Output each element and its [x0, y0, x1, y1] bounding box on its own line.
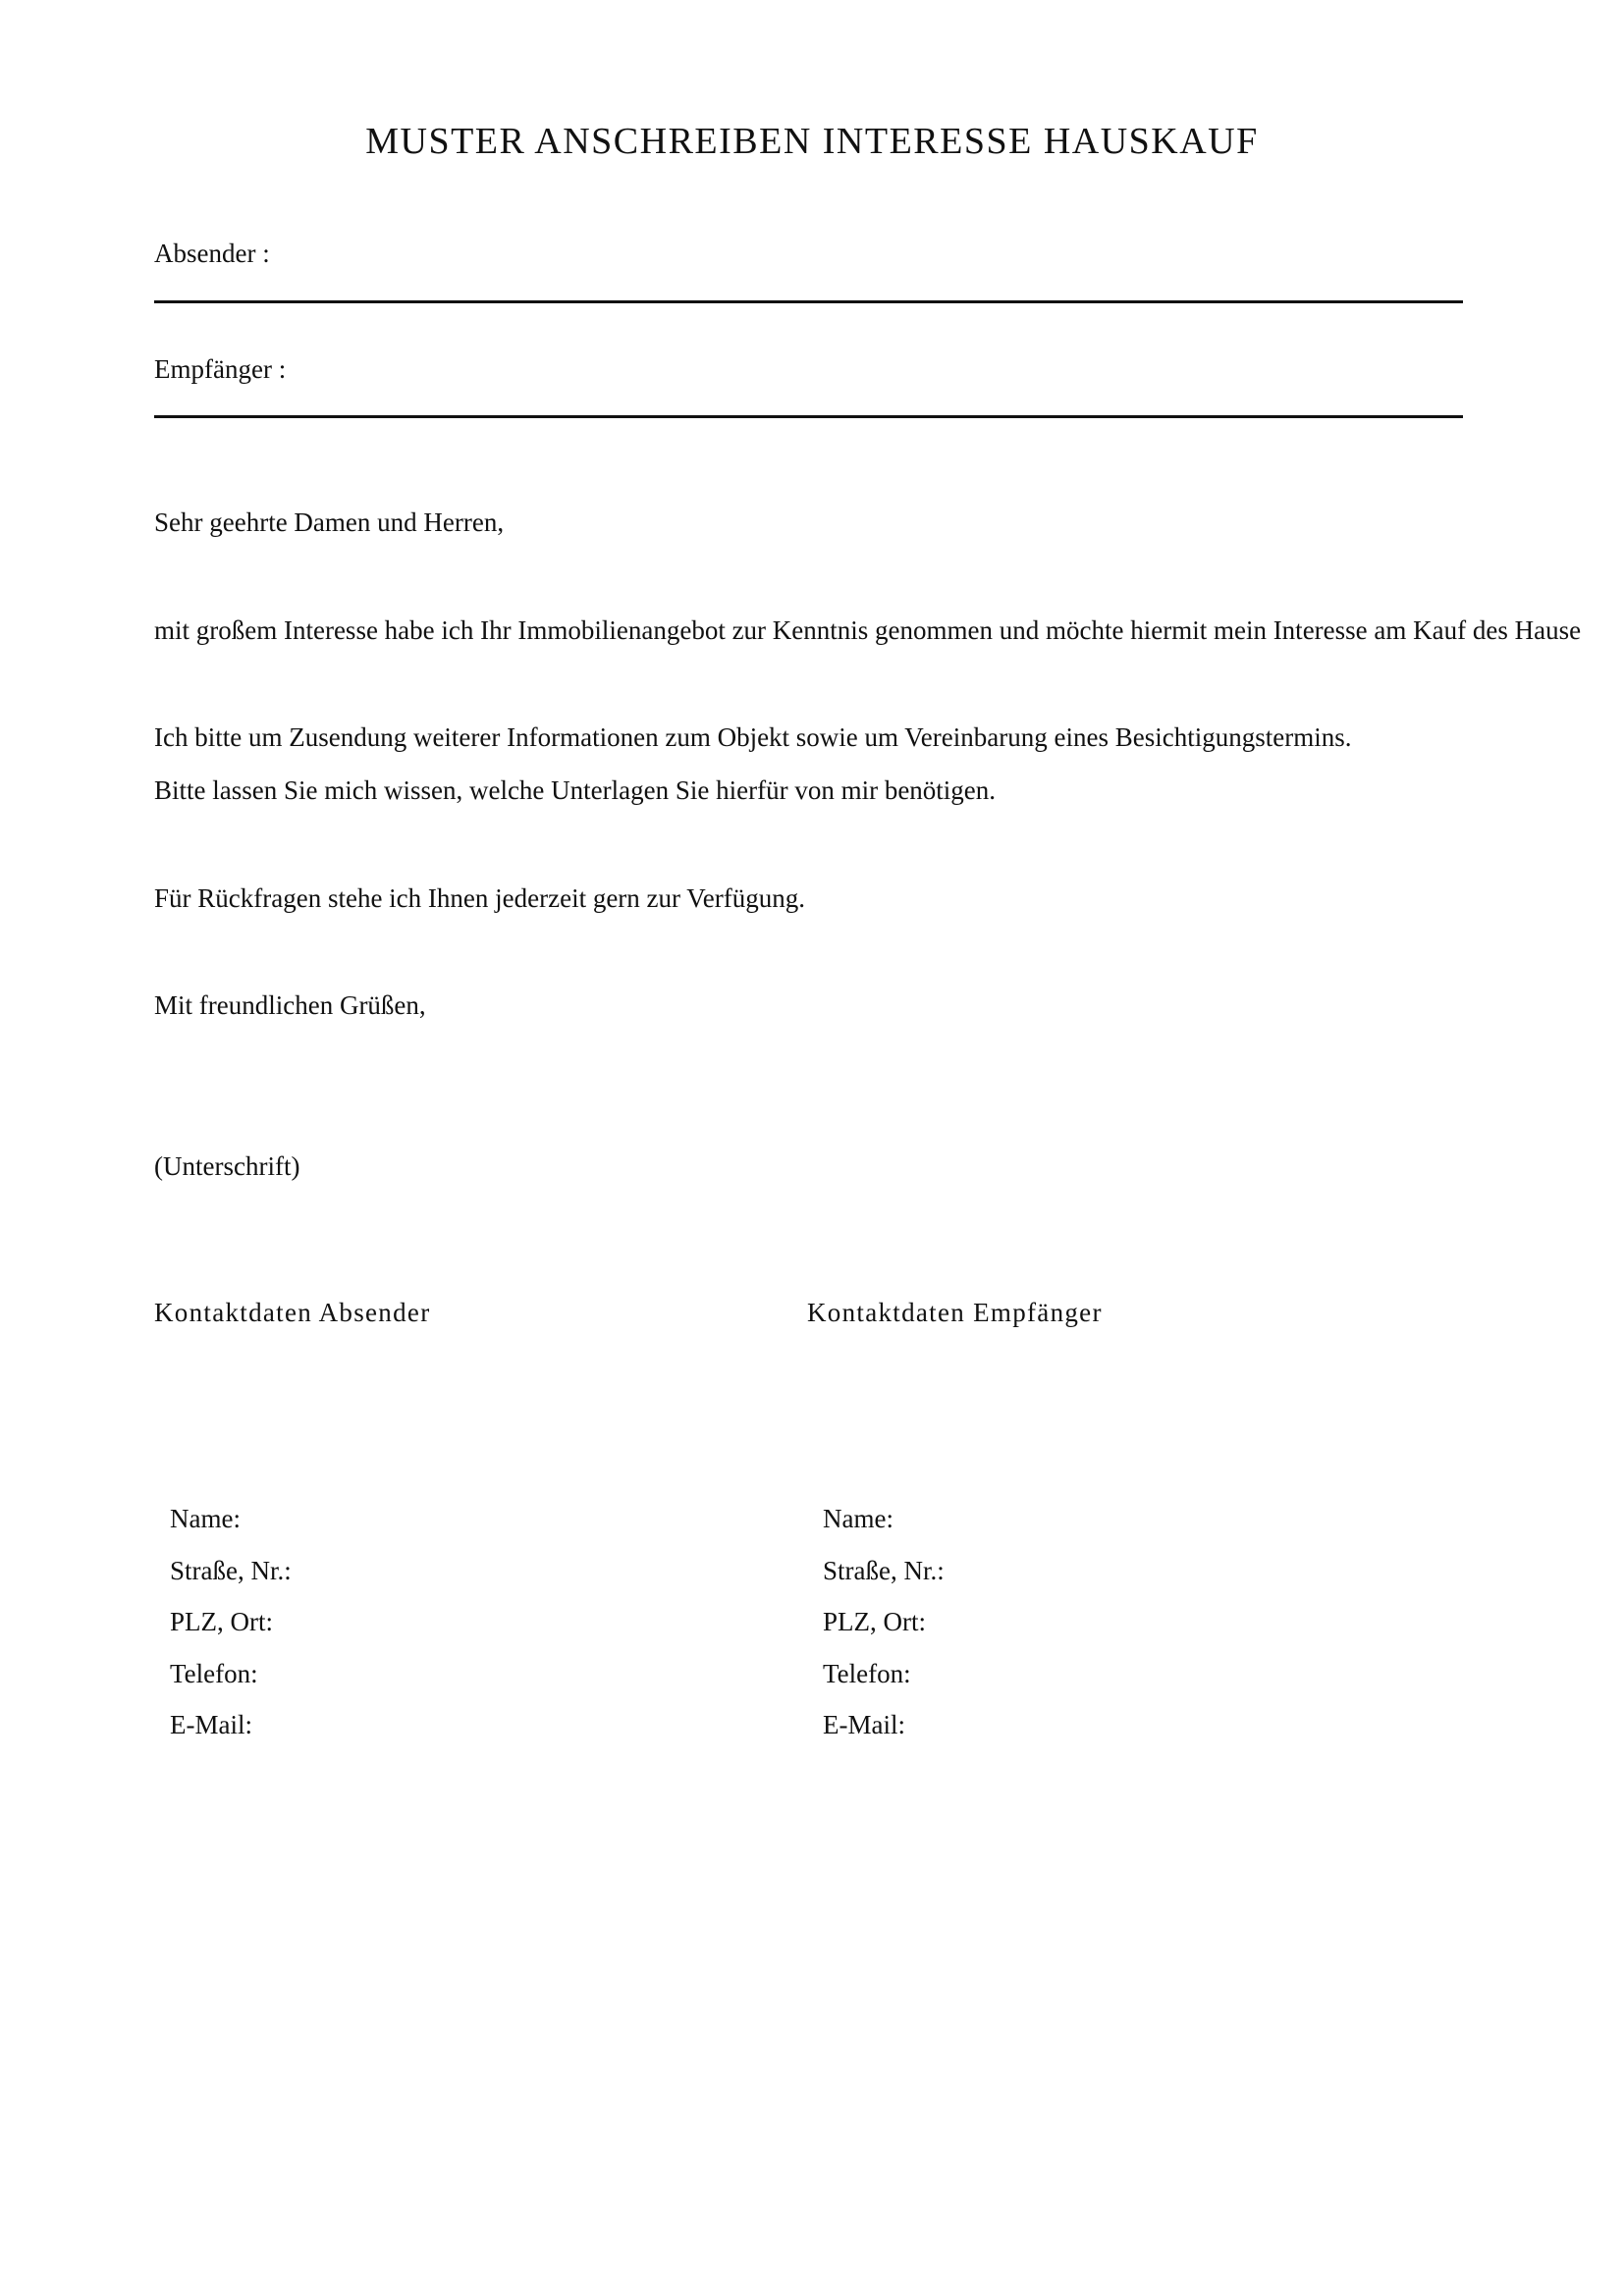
sender-contact-heading: Kontaktdaten Absender	[154, 1298, 431, 1327]
sender-email-field: E-Mail:	[170, 1710, 252, 1739]
paragraph-request-line-1: Ich bitte um Zusendung weiterer Informationen zum Objekt sowie um Vereinbarung eines Besichtigungstermins.	[154, 722, 1352, 752]
recipient-name-field: Name:	[823, 1504, 893, 1533]
sender-name-field: Name:	[170, 1504, 241, 1533]
sender-street-field: Straße, Nr.:	[170, 1555, 292, 1585]
signature-placeholder: (Unterschrift)	[154, 1151, 300, 1181]
recipient-label: Empfänger :	[154, 354, 287, 384]
recipient-city-field: PLZ, Ort:	[823, 1607, 926, 1636]
sender-contact-fields	[170, 1502, 292, 1760]
paragraph-request-line-2: Bitte lassen Sie mich wissen, welche Unterlagen Sie hierfür von mir benötigen.	[154, 775, 997, 805]
closing: Mit freundlichen Grüßen,	[154, 990, 426, 1020]
sender-label: Absender :	[154, 239, 270, 268]
recipient-contact-heading: Kontaktdaten Empfänger	[807, 1298, 1103, 1327]
salutation: Sehr geehrte Damen und Herren,	[154, 507, 505, 537]
recipient-line[interactable]	[154, 415, 1463, 418]
recipient-street-field: Straße, Nr.:	[823, 1555, 945, 1585]
sender-city-field: PLZ, Ort:	[170, 1607, 273, 1636]
sender-phone-field: Telefon:	[170, 1658, 258, 1688]
recipient-phone-field: Telefon:	[823, 1658, 911, 1688]
document-title: MUSTER ANSCHREIBEN INTERESSE HAUSKAUF	[365, 121, 1259, 162]
recipient-email-field: E-Mail:	[823, 1710, 905, 1739]
recipient-contact-fields	[823, 1502, 945, 1760]
paragraph-interest: mit großem Interesse habe ich Ihr Immobilienangebot zur Kenntnis genommen und möchte hiermit mein Interesse am Kauf des Hause	[154, 615, 1582, 645]
paragraph-availability: Für Rückfragen stehe ich Ihnen jederzeit gern zur Verfügung.	[154, 883, 806, 913]
sender-line[interactable]	[154, 300, 1463, 303]
